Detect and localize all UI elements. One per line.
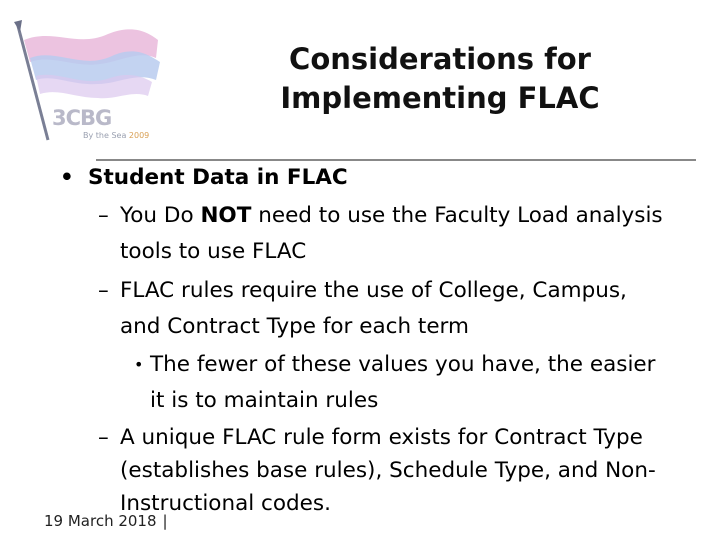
logo-wordmark: 3CBG bbox=[52, 106, 112, 130]
conference-logo bbox=[8, 18, 178, 148]
dash-icon: – bbox=[98, 203, 109, 228]
dash-icon: – bbox=[98, 278, 109, 303]
sub-item-3-line-3: Instructional codes. bbox=[120, 491, 331, 516]
slide-title bbox=[250, 40, 630, 118]
sub-item-3-line-1: A unique FLAC rule form exists for Contract Type bbox=[120, 425, 643, 450]
slide-footer bbox=[44, 512, 168, 530]
logo-tagline-text: By the Sea bbox=[83, 131, 127, 140]
bullet-dot-icon: • bbox=[60, 165, 74, 190]
sub-item-3-line-2: (establishes base rules), Schedule Type, and Non- bbox=[120, 458, 656, 483]
sub-item-1-post: need to use the Faculty Load analysis bbox=[251, 203, 663, 228]
sub-item-2 bbox=[98, 273, 710, 345]
title-line-1: Considerations for bbox=[289, 42, 591, 76]
sub-item-1 bbox=[98, 198, 710, 270]
logo-tagline bbox=[83, 131, 149, 140]
sub-item-1-line-1 bbox=[120, 198, 710, 234]
sub-item-2-line-1: FLAC rules require the use of College, Campus, bbox=[120, 278, 627, 303]
sub-item-1-emphasis: NOT bbox=[200, 203, 252, 228]
sub-item-1-pre: You Do bbox=[120, 203, 201, 228]
footer-date: 19 March 2018 bbox=[44, 512, 157, 530]
title-line-2: Implementing FLAC bbox=[280, 81, 600, 115]
small-bullet-icon: • bbox=[134, 355, 144, 374]
sub-item-3 bbox=[98, 421, 710, 520]
sub-sub-item-line-1: The fewer of these values you have, the easier bbox=[150, 352, 656, 377]
sub-sub-item-line-2: it is to maintain rules bbox=[150, 388, 379, 413]
logo-year: 2009 bbox=[128, 131, 150, 140]
sub-item-1-line-2: tools to use FLAC bbox=[120, 239, 307, 264]
dash-icon: – bbox=[98, 425, 109, 450]
sub-item-2-line-2: and Contract Type for each term bbox=[120, 314, 469, 339]
bullet-main bbox=[60, 160, 348, 196]
footer-separator: | bbox=[162, 512, 168, 530]
sub-sub-item bbox=[134, 347, 710, 419]
bullet-main-text: Student Data in FLAC bbox=[88, 165, 348, 190]
